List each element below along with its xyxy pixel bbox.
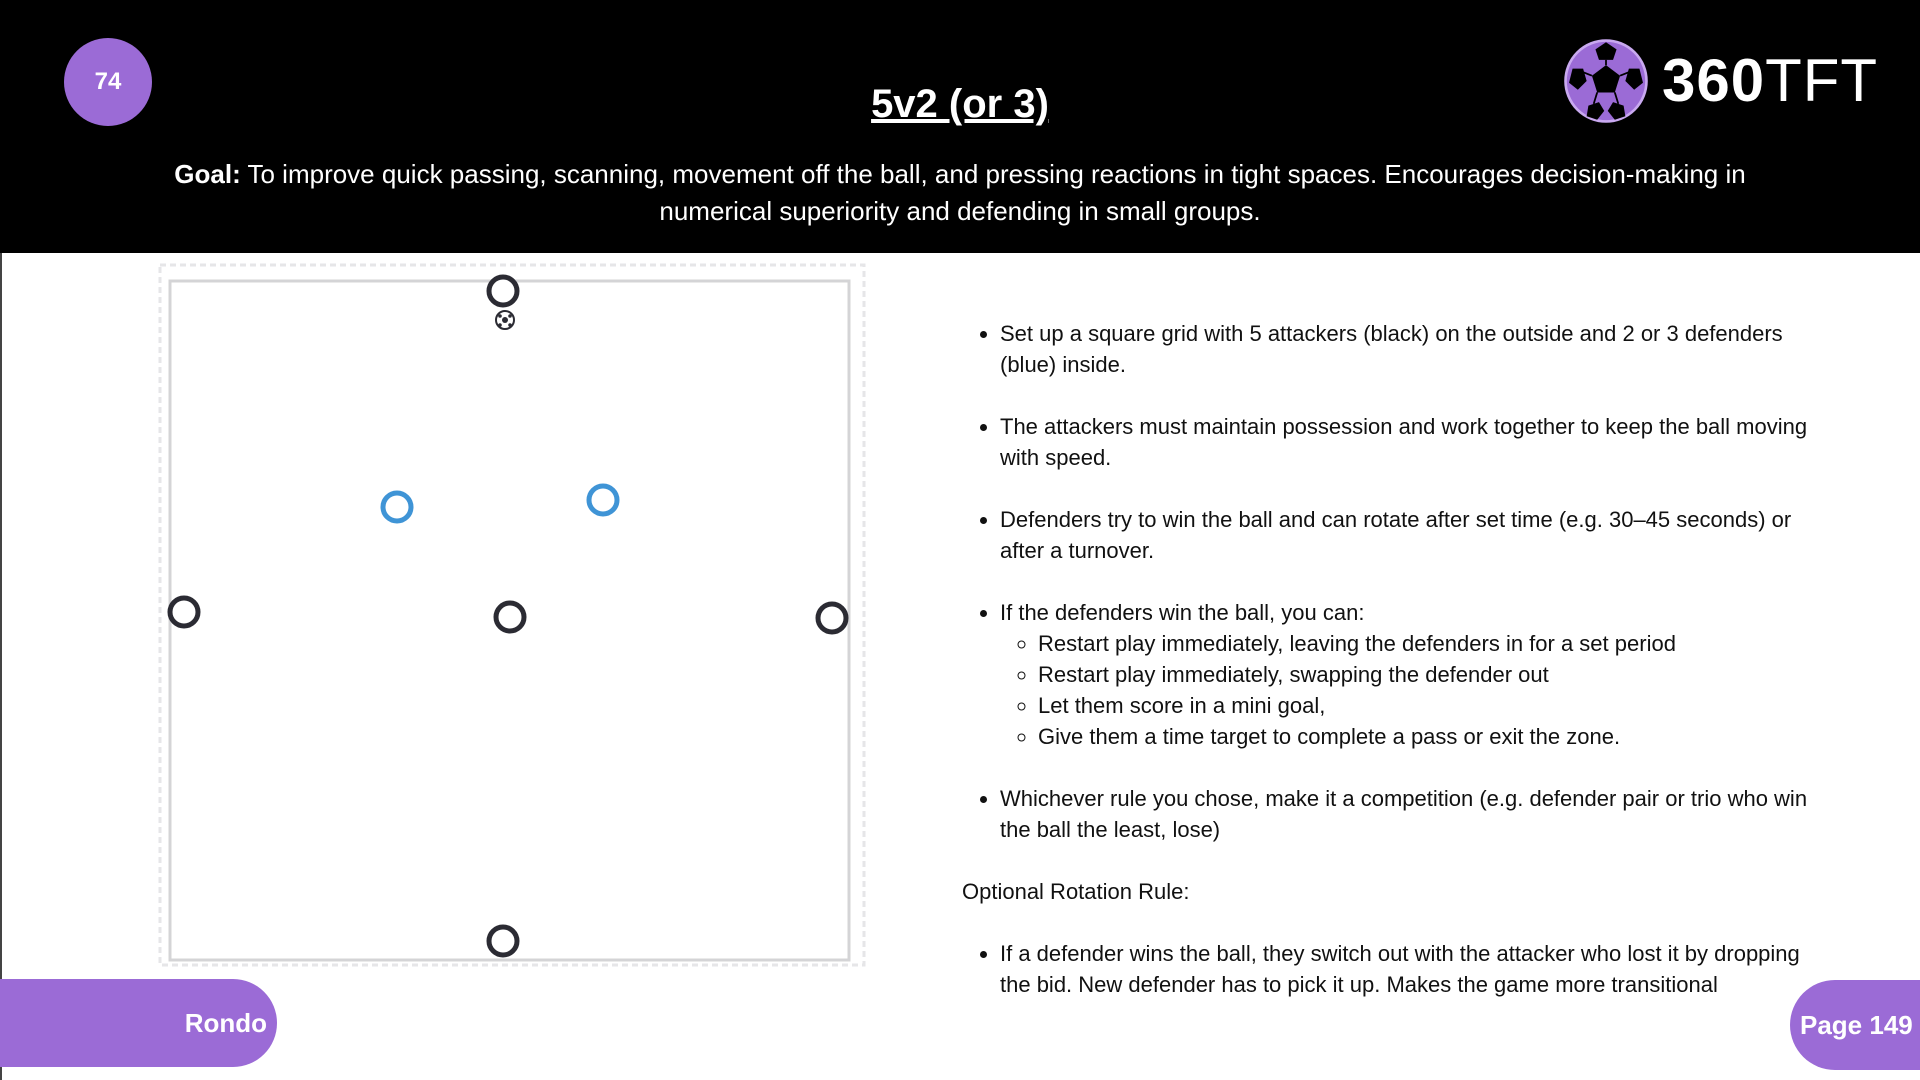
instruction-list xyxy=(962,318,1822,380)
option-sublist xyxy=(1000,628,1822,752)
brand-logo xyxy=(1562,36,1878,126)
option-item: ◦ Give them a time target to complete a pass or exit the zone. xyxy=(1038,721,1822,752)
defender-player-right xyxy=(589,486,617,514)
optional-rule-heading: Optional Rotation Rule: xyxy=(962,879,1190,904)
instruction-setup: • Set up a square grid with 5 attackers (black) on the outside and 2 or 3 defenders (blue) inside. xyxy=(1000,318,1822,380)
goal-description xyxy=(140,156,1780,230)
instruction-list xyxy=(962,504,1822,566)
option-item: ◦ Restart play immediately, swapping the defender out xyxy=(1038,659,1822,690)
brand-name-bold: 360 xyxy=(1662,47,1766,114)
page-title: 5v2 (or 3) xyxy=(871,82,1049,126)
instruction-options-text: If the defenders win the ball, you can: xyxy=(1000,600,1365,625)
rondo-diagram xyxy=(0,253,900,993)
instruction-list xyxy=(962,938,1822,1000)
instruction-options xyxy=(1000,597,1822,752)
brand-name-light: TFT xyxy=(1765,47,1879,114)
soccer-ball-icon xyxy=(496,311,514,329)
header-bar xyxy=(0,0,1920,253)
attacker-player-top xyxy=(489,277,517,305)
section-tab-rondo[interactable]: Rondo xyxy=(0,979,277,1067)
instruction-rotation: • Defenders try to win the ball and can rotate after set time (e.g. 30–45 seconds) or after a turnover. xyxy=(1000,504,1822,566)
drill-instructions xyxy=(962,318,1822,1031)
instruction-competition: • Whichever rule you chose, make it a competition (e.g. defender pair or trio who win the ball the least, lose) xyxy=(1000,783,1822,845)
soccer-ball-icon xyxy=(1562,37,1650,125)
goal-label: Goal: xyxy=(174,159,241,189)
option-item: ◦ Restart play immediately, leaving the defenders in for a set period xyxy=(1038,628,1822,659)
attacker-player-left xyxy=(170,598,198,626)
attacker-player-bottom xyxy=(489,927,517,955)
page-number-tab[interactable]: Page 149 xyxy=(1790,980,1920,1070)
instruction-list xyxy=(962,783,1822,845)
drill-number-badge: 74 xyxy=(64,38,152,126)
goal-text: To improve quick passing, scanning, movement off the ball, and pressing reactions in tight spaces. Encourages decision-making in numerical superiority and defending in small groups. xyxy=(240,159,1746,226)
instruction-optional-rotation: • If a defender wins the ball, they switch out with the attacker who lost it by dropping the bid. New defender has to pick it up. Makes the game more transitional xyxy=(1000,938,1822,1000)
brand-name xyxy=(1662,47,1879,114)
instruction-list xyxy=(962,597,1822,752)
instruction-list xyxy=(962,411,1822,473)
option-item: ◦ Let them score in a mini goal, xyxy=(1038,690,1822,721)
attacker-player-right xyxy=(818,604,846,632)
defender-player-left xyxy=(383,493,411,521)
attacker-player-center xyxy=(496,603,524,631)
instruction-possession: • The attackers must maintain possession and work together to keep the ball moving with speed. xyxy=(1000,411,1822,473)
